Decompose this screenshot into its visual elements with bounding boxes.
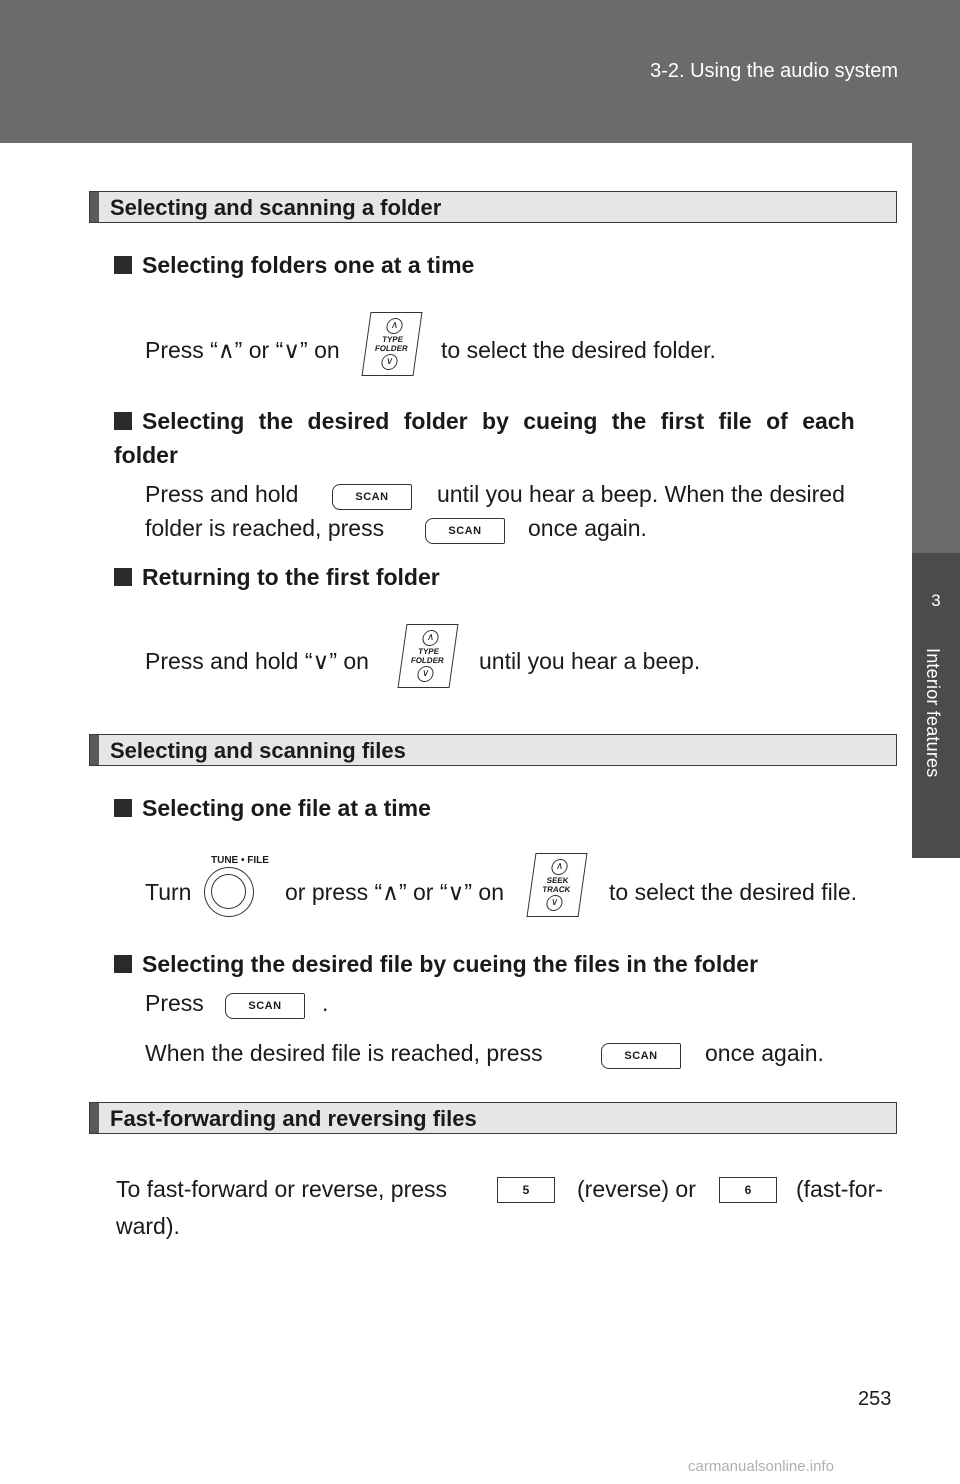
text-line: Press “∧” or “∨” on [145,337,340,363]
section-header-files [89,734,897,766]
text-line: folder is reached, press [145,515,385,541]
subhead-select-file: Selecting one file at a time [114,795,431,822]
running-header: 3-2. Using the audio system [650,60,898,82]
subhead-cue-file: Selecting the desired file by cueing the files in the folder [114,951,758,978]
side-tab-band [912,143,960,553]
scan-button-icon: SCAN [225,993,305,1019]
scan-button-icon: SCAN [601,1043,681,1069]
arrow-down-icon: ∨ [380,354,398,370]
subhead-return-folder: Returning to the first folder [114,564,440,591]
text-line: Press and hold [145,481,299,507]
tune-file-knob-icon [204,867,254,917]
text-line: until you hear a beep. When the desired [437,481,845,507]
section-header-folder [89,191,897,223]
square-bullet-icon [114,256,132,274]
section-title: Fast-forwarding and reversing files [110,1106,477,1131]
type-folder-button-icon: ∧ TYPE FOLDER ∨ [362,312,423,376]
text-line: When the desired file is reached, press [145,1040,543,1066]
text-line: to select the desired folder. [441,337,716,363]
preset-6-button-icon: 6 [719,1177,777,1203]
text-line: once again. [528,515,647,541]
scan-button-icon: SCAN [332,484,412,510]
preset-5-button-icon: 5 [497,1177,555,1203]
type-folder-button-icon: ∧ TYPE FOLDER ∨ [398,624,459,688]
section-title: Selecting and scanning files [110,738,406,763]
chapter-number: 3 [931,591,941,610]
subhead-select-folder: Selecting folders one at a time [114,252,474,279]
section-title: Selecting and scanning a folder [110,195,442,220]
text-line: To fast-forward or reverse, press [116,1176,448,1202]
text-line: until you hear a beep. [479,648,701,674]
square-bullet-icon [114,799,132,817]
watermark: carmanualsonline.info [688,1458,834,1475]
text-line: to select the desired file. [609,879,858,905]
arrow-down-icon: ∨ [545,895,563,911]
square-bullet-icon [114,412,132,430]
scan-button-icon: SCAN [425,518,505,544]
seek-track-button-icon: ∧ SEEK TRACK ∨ [527,853,588,917]
knob-label: TUNE • FILE [211,855,269,866]
arrow-down-icon: ∨ [416,666,434,682]
text-line: (reverse) or [577,1176,696,1202]
subhead-cue-folder: Selecting the desired folder by cueing the first file of each folder [114,408,855,468]
text-line: Press and hold “∨” on [145,648,369,674]
text-line: . [322,990,329,1016]
page-number: 253 [858,1388,892,1410]
text-line: (fast-for- [796,1176,883,1202]
arrow-up-icon: ∧ [421,630,439,646]
arrow-up-icon: ∧ [385,318,403,334]
text-line: ward). [116,1213,180,1239]
chapter-tab [912,553,960,858]
text-line: Press [145,990,204,1016]
text-line: Turn [145,879,192,905]
arrow-up-icon: ∧ [550,859,568,875]
header-band [0,0,960,143]
text-line: once again. [705,1040,824,1066]
text-line: or press “∧” or “∨” on [285,879,504,905]
square-bullet-icon [114,955,132,973]
square-bullet-icon [114,568,132,586]
section-header-ff [89,1102,897,1134]
chapter-label: Interior features [923,648,943,778]
